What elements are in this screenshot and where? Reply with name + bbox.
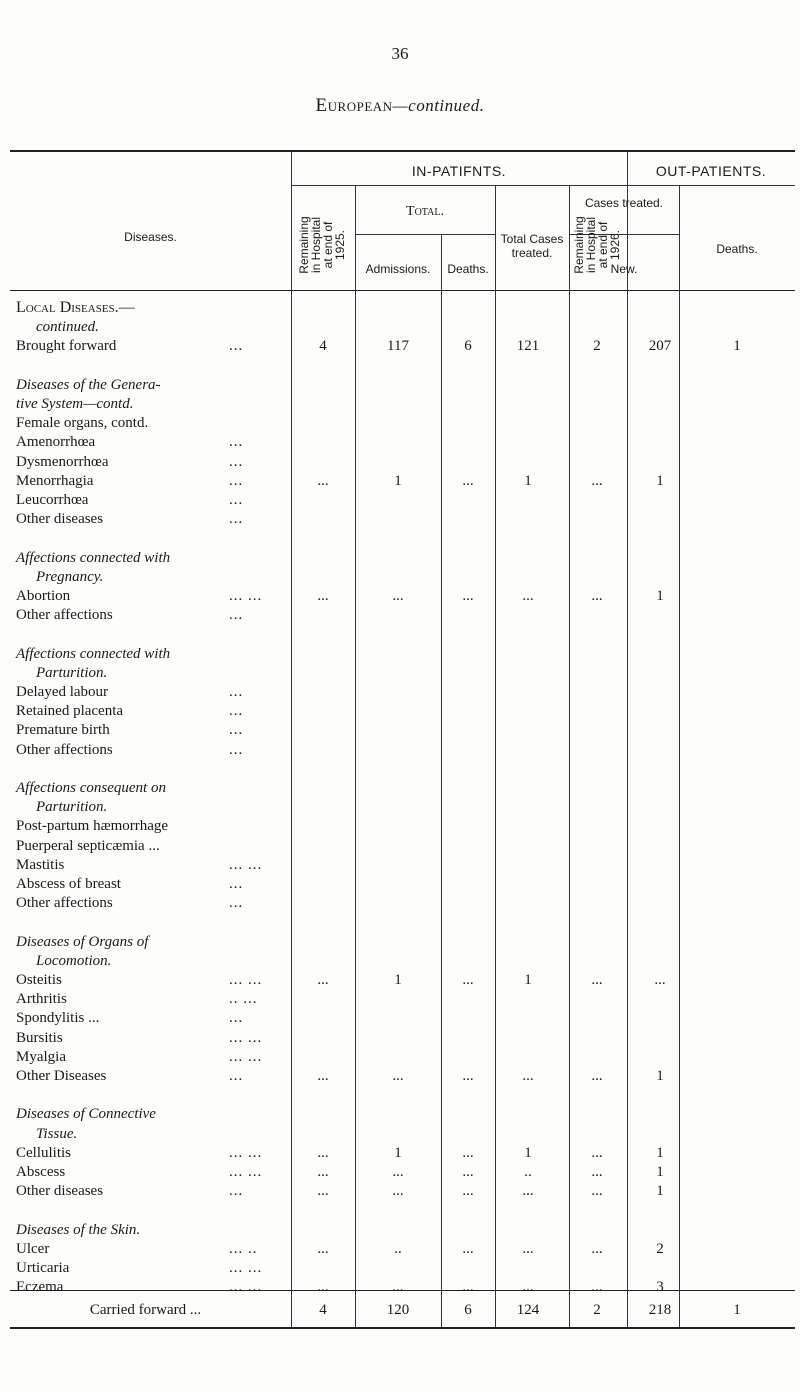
row-label: Retained placenta [16, 703, 124, 720]
table-row [0, 1162, 800, 1182]
table-row [0, 548, 800, 568]
row-label: Other diseases [16, 511, 104, 528]
table-row [0, 1220, 800, 1240]
row-cell: ... [317, 472, 329, 489]
row-label: Diseases of Connective [16, 1106, 156, 1123]
row-cell: ... [462, 972, 474, 988]
footer-cell: 4 [319, 1302, 327, 1318]
table-row [0, 874, 800, 894]
row-cell: ... [462, 1240, 474, 1257]
table-row [0, 816, 800, 836]
row-cell: 121 [516, 338, 540, 355]
row-cell: 1 [656, 1183, 664, 1200]
leader-dots: ... [229, 434, 244, 451]
row-label: Parturition. [36, 799, 108, 816]
table-bottom-rule [10, 1327, 795, 1329]
row-cell: ... [591, 972, 603, 988]
leader-dots: ... [229, 722, 244, 739]
leader-dots: ... [229, 876, 244, 892]
footer-cell: 2 [593, 1302, 601, 1318]
row-label: Locomotion. [36, 952, 112, 969]
leader-dots: ... [229, 895, 244, 912]
row-cell: ... [317, 1164, 329, 1180]
row-cell: 117 [387, 338, 409, 355]
row-label: Diseases of the Skin. [16, 1221, 141, 1238]
table-row [0, 740, 800, 760]
table-row [0, 1143, 800, 1163]
carried-forward-row [0, 1300, 800, 1320]
row-label: Abscess of breast [16, 876, 121, 892]
row-label: Post-partum hæmorrhage [16, 818, 169, 835]
footer-cell: 124 [516, 1302, 540, 1318]
row-cell: ... [654, 972, 666, 988]
row-label: Urticaria [16, 1260, 70, 1276]
leader-dots: ... [229, 472, 244, 489]
row-cell: ... [317, 1240, 329, 1257]
row-label: Affections connected with [16, 645, 171, 662]
row-cell: 207 [648, 338, 672, 355]
row-cell: ... [462, 1068, 474, 1084]
row-cell: ... [591, 1068, 603, 1084]
footer-cell: 6 [464, 1302, 472, 1318]
leader-dots: ... [229, 453, 244, 470]
row-label: Other diseases [16, 1183, 104, 1200]
table-row [0, 663, 800, 683]
leader-dots: ... [229, 1010, 244, 1027]
table-row [0, 893, 800, 913]
table-row [0, 1066, 800, 1086]
header-deaths: Deaths. [447, 262, 489, 276]
table-row [0, 701, 800, 721]
row-cell: 2 [593, 338, 601, 355]
table-row [0, 778, 800, 798]
table-row [0, 1085, 800, 1105]
table-row [0, 528, 800, 548]
row-cell: ... [392, 1183, 404, 1200]
table-row [0, 682, 800, 702]
row-label: Abortion [16, 588, 71, 604]
table-row [0, 567, 800, 587]
leader-dots: ... ... [229, 972, 263, 988]
row-cell: ... [591, 1144, 603, 1161]
header-remaining-1925: Remaining in Hospital at end of 1925. [297, 216, 347, 274]
row-cell: ... [317, 1068, 329, 1084]
table-row [0, 1181, 800, 1201]
row-label: Brought forward [16, 338, 117, 355]
row-cell: 1 [656, 1068, 664, 1084]
footer-cell: 1 [733, 1302, 741, 1318]
row-cell: 1 [656, 1144, 664, 1161]
table-row [0, 471, 800, 491]
page-number: 36 [391, 44, 409, 63]
header-in-patients: IN-PATIFNTS. [411, 163, 507, 179]
row-cell: ... [392, 1068, 404, 1084]
table-row [0, 912, 800, 932]
table-row [0, 413, 800, 433]
row-label: Other affections [16, 607, 113, 624]
row-cell: ... [522, 1183, 534, 1200]
table-row [0, 1239, 800, 1259]
footer-cell: 120 [386, 1302, 410, 1318]
row-cell: .. [524, 1164, 532, 1180]
leader-dots: ... ... [229, 856, 263, 873]
leader-dots: ... [229, 607, 244, 624]
leader-dots: ... [229, 338, 244, 355]
row-cell: ... [462, 1183, 474, 1200]
row-label: Tissue. [36, 1125, 78, 1142]
row-label: Mastitis [16, 856, 65, 873]
leader-dots: ... ... [229, 1144, 263, 1161]
row-cell: 1 [394, 1144, 402, 1161]
row-cell: ... [462, 1164, 474, 1180]
header-remaining-1926: Remaining in Hospital at end of 1926. [572, 216, 622, 274]
row-label: Cellulitis [16, 1144, 72, 1161]
table-row [0, 394, 800, 414]
leader-dots: ... [229, 741, 244, 758]
table-row [0, 1277, 800, 1297]
table-row [0, 1008, 800, 1028]
row-cell: ... [317, 1183, 329, 1200]
leader-dots: ... ... [229, 1029, 263, 1046]
row-cell: ... [462, 1144, 474, 1161]
row-cell: ... [522, 1279, 534, 1296]
leader-dots: ... ... [229, 1048, 263, 1065]
row-cell: ... [392, 1164, 404, 1180]
row-cell: ... [522, 1068, 534, 1084]
table-row [0, 336, 800, 356]
carried-forward-label: Carried forward ... [89, 1302, 202, 1318]
title-suffix: —continued. [392, 96, 485, 115]
row-label: Myalgia [16, 1048, 66, 1065]
row-label: Affections connected with [16, 549, 171, 566]
total-subhead-rule [355, 234, 495, 235]
row-cell: 1 [394, 972, 402, 988]
table-row [0, 951, 800, 971]
row-label: Amenorrhœa [16, 434, 96, 451]
row-cell: ... [462, 588, 474, 604]
row-cell: 2 [656, 1240, 664, 1257]
row-label: Other Diseases [16, 1068, 107, 1084]
row-label: Leucorrhœa [16, 492, 89, 508]
table-row [0, 855, 800, 875]
header-total: Total. [406, 204, 444, 219]
header-cases-treated: Cases treated. [584, 196, 664, 210]
table-row [0, 989, 800, 1009]
row-cell: ... [462, 472, 474, 489]
row-label: Local Diseases.— [16, 299, 135, 316]
row-cell: 1 [656, 1164, 664, 1180]
table-row [0, 298, 800, 318]
row-cell: ... [591, 1240, 603, 1257]
table-row [0, 797, 800, 817]
title-main: European [315, 95, 393, 116]
table-row [0, 970, 800, 990]
row-cell: .. [394, 1240, 402, 1257]
row-cell: ... [591, 1164, 603, 1180]
row-cell: ... [392, 1279, 404, 1296]
leader-dots: ... .. [229, 1240, 258, 1257]
row-cell: 1 [656, 588, 664, 604]
row-cell: ... [317, 588, 329, 604]
row-cell: 3 [656, 1279, 664, 1296]
table-row [0, 452, 800, 472]
row-label: Dysmenorrhœa [16, 453, 109, 470]
row-label: Diseases of the Genera- [16, 376, 161, 393]
row-cell: ... [317, 1279, 329, 1296]
table-row [0, 759, 800, 779]
leader-dots: ... [229, 1183, 244, 1200]
table-row [0, 1047, 800, 1067]
row-cell: ... [522, 1240, 534, 1257]
row-cell: ... [317, 972, 329, 988]
row-label: Spondylitis ... [16, 1010, 100, 1027]
table-row [0, 644, 800, 664]
row-cell: ... [392, 588, 404, 604]
row-label: Other affections [16, 895, 113, 912]
row-label: Puerperal septicæmia ... [16, 837, 160, 854]
leader-dots: .. ... [229, 991, 258, 1008]
table-row [0, 1028, 800, 1048]
table-top-rule [10, 150, 795, 152]
leader-dots: ... ... [229, 1260, 263, 1276]
row-cell: ... [591, 1183, 603, 1200]
row-label: Arthritis [16, 991, 67, 1008]
table-row [0, 1200, 800, 1220]
row-label: Abscess [16, 1164, 66, 1180]
table-row [0, 605, 800, 625]
table-row [0, 1104, 800, 1124]
row-cell: ... [591, 1279, 603, 1296]
page-title [0, 95, 800, 117]
row-cell: 1 [524, 472, 532, 489]
header-out-patients: OUT-PATIENTS. [655, 163, 767, 179]
row-label: tive System—contd. [16, 396, 134, 412]
row-cell: ... [462, 1279, 474, 1296]
row-cell: ... [522, 588, 534, 604]
row-cell: ... [317, 1144, 329, 1161]
row-label: Female organs, contd. [16, 415, 149, 432]
table-row [0, 356, 800, 376]
row-label: Ulcer [16, 1240, 50, 1257]
row-cell: 1 [394, 472, 402, 489]
leader-dots: ... [229, 511, 244, 528]
table-row [0, 624, 800, 644]
table-row [0, 490, 800, 510]
row-label: Delayed labour [16, 684, 109, 700]
table-row [0, 375, 800, 395]
table-row [0, 317, 800, 337]
row-label: Pregnancy. [36, 568, 104, 585]
row-cell: 1 [524, 972, 532, 988]
row-cell: ... [591, 472, 603, 489]
row-label: continued. [36, 319, 99, 336]
table-row [0, 586, 800, 606]
header-diseases: Diseases. [124, 230, 177, 244]
header-group-rule [291, 185, 795, 186]
row-label: Parturition. [36, 664, 108, 681]
row-label: Affections consequent on [16, 780, 166, 796]
row-cell: 1 [656, 472, 664, 489]
table-row [0, 432, 800, 452]
header-new: New. [610, 262, 638, 276]
table-row [0, 836, 800, 856]
table-row [0, 1124, 800, 1144]
table-row [0, 720, 800, 740]
header-admissions: Admissions. [365, 262, 431, 276]
leader-dots: ... [229, 684, 244, 700]
leader-dots: ... [229, 1068, 244, 1084]
table-row [0, 932, 800, 952]
row-label: Diseases of Organs of [16, 933, 149, 950]
leader-dots: ... ... [229, 588, 263, 604]
row-label: Premature birth [16, 722, 110, 739]
leader-dots: ... [229, 492, 244, 508]
leader-dots: ... ... [229, 1164, 263, 1180]
header-total-cases-treated: Total Cases treated. [500, 232, 564, 260]
leader-dots: ... ... [229, 1279, 263, 1296]
row-cell: 1 [524, 1144, 532, 1161]
row-label: Menorrhagia [16, 472, 94, 489]
table-row [0, 1258, 800, 1278]
header-out-deaths: Deaths. [716, 242, 758, 256]
header-bottom-rule [10, 290, 795, 291]
table-row [0, 509, 800, 529]
row-label: Eczema [16, 1279, 64, 1296]
row-cell: 6 [464, 338, 472, 355]
row-cell: ... [591, 588, 603, 604]
row-cell: 4 [319, 338, 327, 355]
row-label: Osteitis [16, 972, 62, 988]
footer-cell: 218 [648, 1302, 672, 1318]
row-label: Bursitis [16, 1029, 63, 1046]
row-cell: 1 [733, 338, 741, 355]
row-label: Other affections [16, 741, 113, 758]
leader-dots: ... [229, 703, 244, 720]
